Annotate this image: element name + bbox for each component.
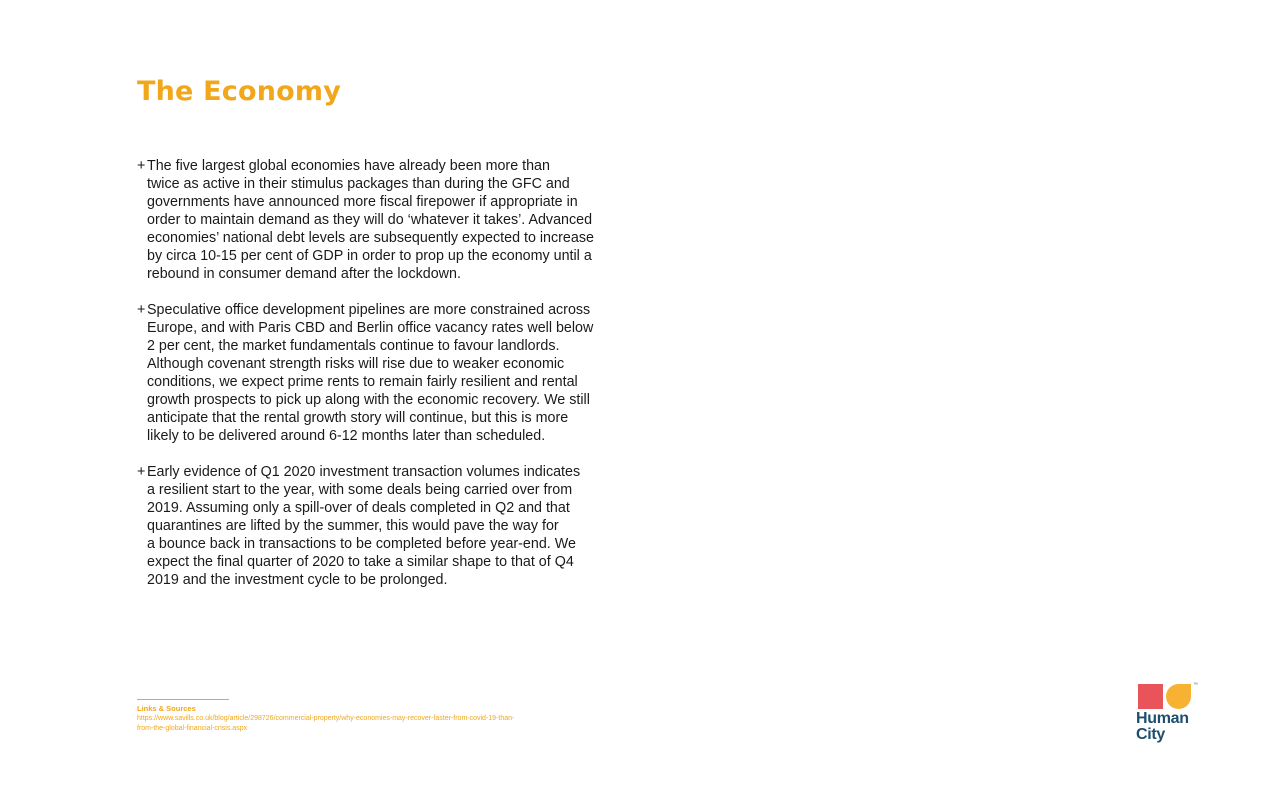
bullet-plus-marker: + <box>137 302 146 318</box>
bullet-text-line: 2019 and the investment cycle to be prolonged. <box>147 572 448 588</box>
bullet-text-line: by circa 10-15 per cent of GDP in order to prop up the economy until a <box>147 248 592 264</box>
sources-heading: Links & Sources <box>137 704 196 713</box>
bullet-item-investment-volumes <box>137 463 637 589</box>
bullet-item-stimulus <box>137 157 637 283</box>
source-link-line: https://www.savills.co.uk/blog/article/298726/commercial-property/why-economies-may-recover-faster-from-covid-19-than- <box>137 715 515 722</box>
bullet-text-line: order to maintain demand as they will do ‘whatever it takes’. Advanced <box>147 212 593 228</box>
logo-yellow-shape-icon <box>1166 684 1191 709</box>
bullet-text-line: growth prospects to pick up along with the economic recovery. We still <box>147 392 590 408</box>
bullet-text-line: anticipate that the rental growth story will continue, but this is more <box>147 410 569 426</box>
bullet-text-line: conditions, we expect prime rents to remain fairly resilient and rental <box>147 374 578 390</box>
logo-wordmark-line: Human <box>1136 710 1189 727</box>
bullet-text-line: economies’ national debt levels are subsequently expected to increase <box>147 230 594 246</box>
bullet-list <box>137 157 637 607</box>
bullet-text-line: Europe, and with Paris CBD and Berlin office vacancy rates well below <box>147 320 594 336</box>
bullet-text-line: a bounce back in transactions to be completed before year-end. We <box>147 536 576 552</box>
logo-wordmark-line: City <box>1136 726 1166 743</box>
sources-divider <box>137 699 229 700</box>
bullet-text-line: twice as active in their stimulus packages than during the GFC and <box>147 176 570 192</box>
logo-wordmark <box>1136 711 1189 743</box>
bullet-text-line: governments have announced more fiscal firepower if appropriate in <box>147 194 578 210</box>
human-city-logo <box>1136 682 1202 746</box>
bullet-plus-marker: + <box>137 158 146 174</box>
bullet-text-line: Early evidence of Q1 2020 investment transaction volumes indicates <box>147 464 581 480</box>
source-link[interactable] <box>137 714 607 734</box>
bullet-plus-marker: + <box>137 464 146 480</box>
bullet-text-line: 2019. Assuming only a spill-over of deals completed in Q2 and that <box>147 500 570 516</box>
bullet-text-line: likely to be delivered around 6-12 months later than scheduled. <box>147 428 546 444</box>
links-and-sources <box>137 699 607 734</box>
bullet-text-line: quarantines are lifted by the summer, this would pave the way for <box>147 518 559 534</box>
bullet-item-office-pipelines <box>137 301 637 445</box>
bullet-text-line: rebound in consumer demand after the lockdown. <box>147 266 461 282</box>
page-title: The Economy <box>137 76 342 107</box>
bullet-text-line: 2 per cent, the market fundamentals continue to favour landlords. <box>147 338 560 354</box>
bullet-text-line: The five largest global economies have already been more than <box>147 158 550 174</box>
logo-trademark: ™ <box>1193 682 1198 688</box>
logo-red-square-icon <box>1138 684 1163 709</box>
bullet-text-line: Although covenant strength risks will rise due to weaker economic <box>147 356 565 372</box>
source-link-line: from-the-global-financial-crisis.aspx <box>137 725 248 732</box>
bullet-text-line: a resilient start to the year, with some deals being carried over from <box>147 482 573 498</box>
bullet-text-line: expect the final quarter of 2020 to take a similar shape to that of Q4 <box>147 554 574 570</box>
bullet-text-line: Speculative office development pipelines are more constrained across <box>147 302 591 318</box>
